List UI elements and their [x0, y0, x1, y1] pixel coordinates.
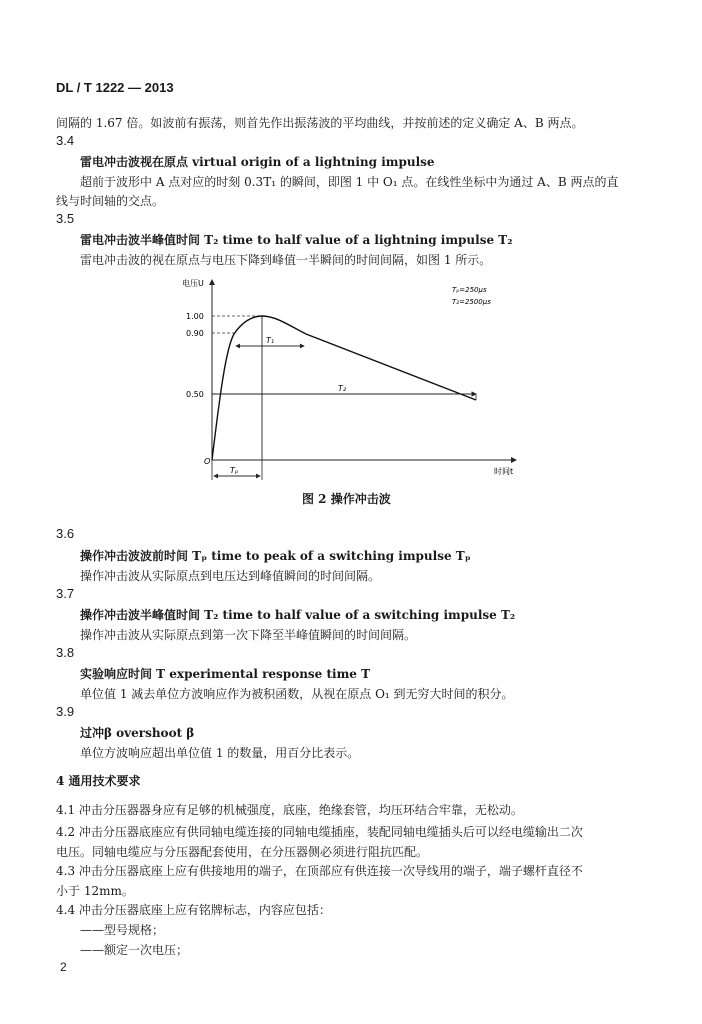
x-axis-label: 时间t [494, 467, 514, 476]
requirement-line: 电压。同轴电缆应与分压器配套使用，在分压器侧必须进行阻抗匹配。 [56, 845, 429, 859]
paragraph-line: 单位值 1 减去单位方波响应作为被积函数，从视在原点 O₁ 到无穷大时间的积分。 [80, 687, 514, 701]
clause-number: 3.9 [56, 704, 75, 719]
requirement-line: 4.3 冲击分压器底座上应有供接地用的端子，在顶部应有供连接一次导线用的端子，端子螺杆直径不 [56, 864, 583, 878]
paragraph-line: 线与时间轴的交点。 [56, 194, 165, 208]
paragraph-line: 单位方波响应超出单位值 1 的数量，用百分比表示。 [80, 746, 360, 760]
term-title: 操作冲击波半峰值时间 T₂ time to half value of a switching impulse T₂ [80, 608, 516, 622]
legend-t2: T₂=2500μs [452, 298, 491, 306]
paragraph-line: 超前于波形中 A 点对应的时刻 0.3T₁ 的瞬间，即图 1 中 O₁ 点。在线性坐标中为通过 A、B 两点的直 [80, 175, 619, 189]
paragraph-line: 间隔的 1.67 倍。如波前有振荡，则首先作出振荡波的平均曲线，并按前述的定义确定 A、B 两点。 [56, 116, 584, 130]
section-title: 4 通用技术要求 [56, 774, 141, 788]
document-header: DL / T 1222 — 2013 [56, 80, 174, 95]
page-number: 2 [60, 960, 67, 974]
clause-number: 3.4 [56, 133, 75, 148]
switching-impulse-figure [176, 274, 526, 484]
requirement-line: 4.1 冲击分压器器身应有足够的机械强度，底座，绝缘套管，均压环结合牢靠，无松动。 [56, 803, 523, 817]
clause-number: 3.6 [56, 526, 75, 541]
requirement-line: 4.2 冲击分压器底座应有供同轴电缆连接的同轴电缆插座，装配同轴电缆插头后可以经电缆输出二次 [56, 825, 583, 839]
figure-svg [176, 274, 526, 484]
figure-caption: 图 2 操作冲击波 [302, 492, 391, 506]
y-axis-label: 电压U [182, 279, 204, 288]
tick-label-100: 1.00 [186, 312, 204, 321]
paragraph-line: 雷电冲击波的视在原点与电压下降到峰值一半瞬间的时间间隔，如图 1 所示。 [80, 253, 492, 267]
list-item: ——型号规格； [80, 923, 165, 937]
clause-number: 3.7 [56, 586, 75, 601]
term-title: 实验响应时间 T experimental response time T [80, 667, 371, 681]
paragraph-line: 操作冲击波从实际原点到第一次下降至半峰值瞬间的时间间隔。 [80, 628, 417, 642]
term-title: 操作冲击波波前时间 Tₚ time to peak of a switching impulse Tₚ [80, 549, 471, 563]
tick-label-090: 0.90 [186, 329, 204, 338]
term-title: 雷电冲击波半峰值时间 T₂ time to half value of a lightning impulse T₂ [80, 233, 513, 247]
t1-label: T₁ [266, 336, 275, 345]
t2-label: T₂ [338, 384, 347, 393]
list-item: ——额定一次电压； [80, 943, 189, 957]
term-title: 过冲β overshoot β [80, 726, 195, 740]
term-title: 雷电冲击波视在原点 virtual origin of a lightning impulse [80, 155, 435, 169]
clause-number: 3.8 [56, 645, 75, 660]
requirement-line: 小于 12mm。 [56, 884, 134, 898]
origin-label: O [204, 457, 211, 466]
paragraph-line: 操作冲击波从实际原点到电压达到峰值瞬间的时间间隔。 [80, 569, 381, 583]
requirement-line: 4.4 冲击分压器底座上应有铭牌标志，内容应包括： [56, 903, 331, 917]
tp-label: Tₚ [230, 466, 239, 475]
clause-number: 3.5 [56, 211, 75, 226]
tick-label-050: 0.50 [186, 390, 204, 399]
legend-tp: Tₚ=250μs [452, 286, 487, 294]
